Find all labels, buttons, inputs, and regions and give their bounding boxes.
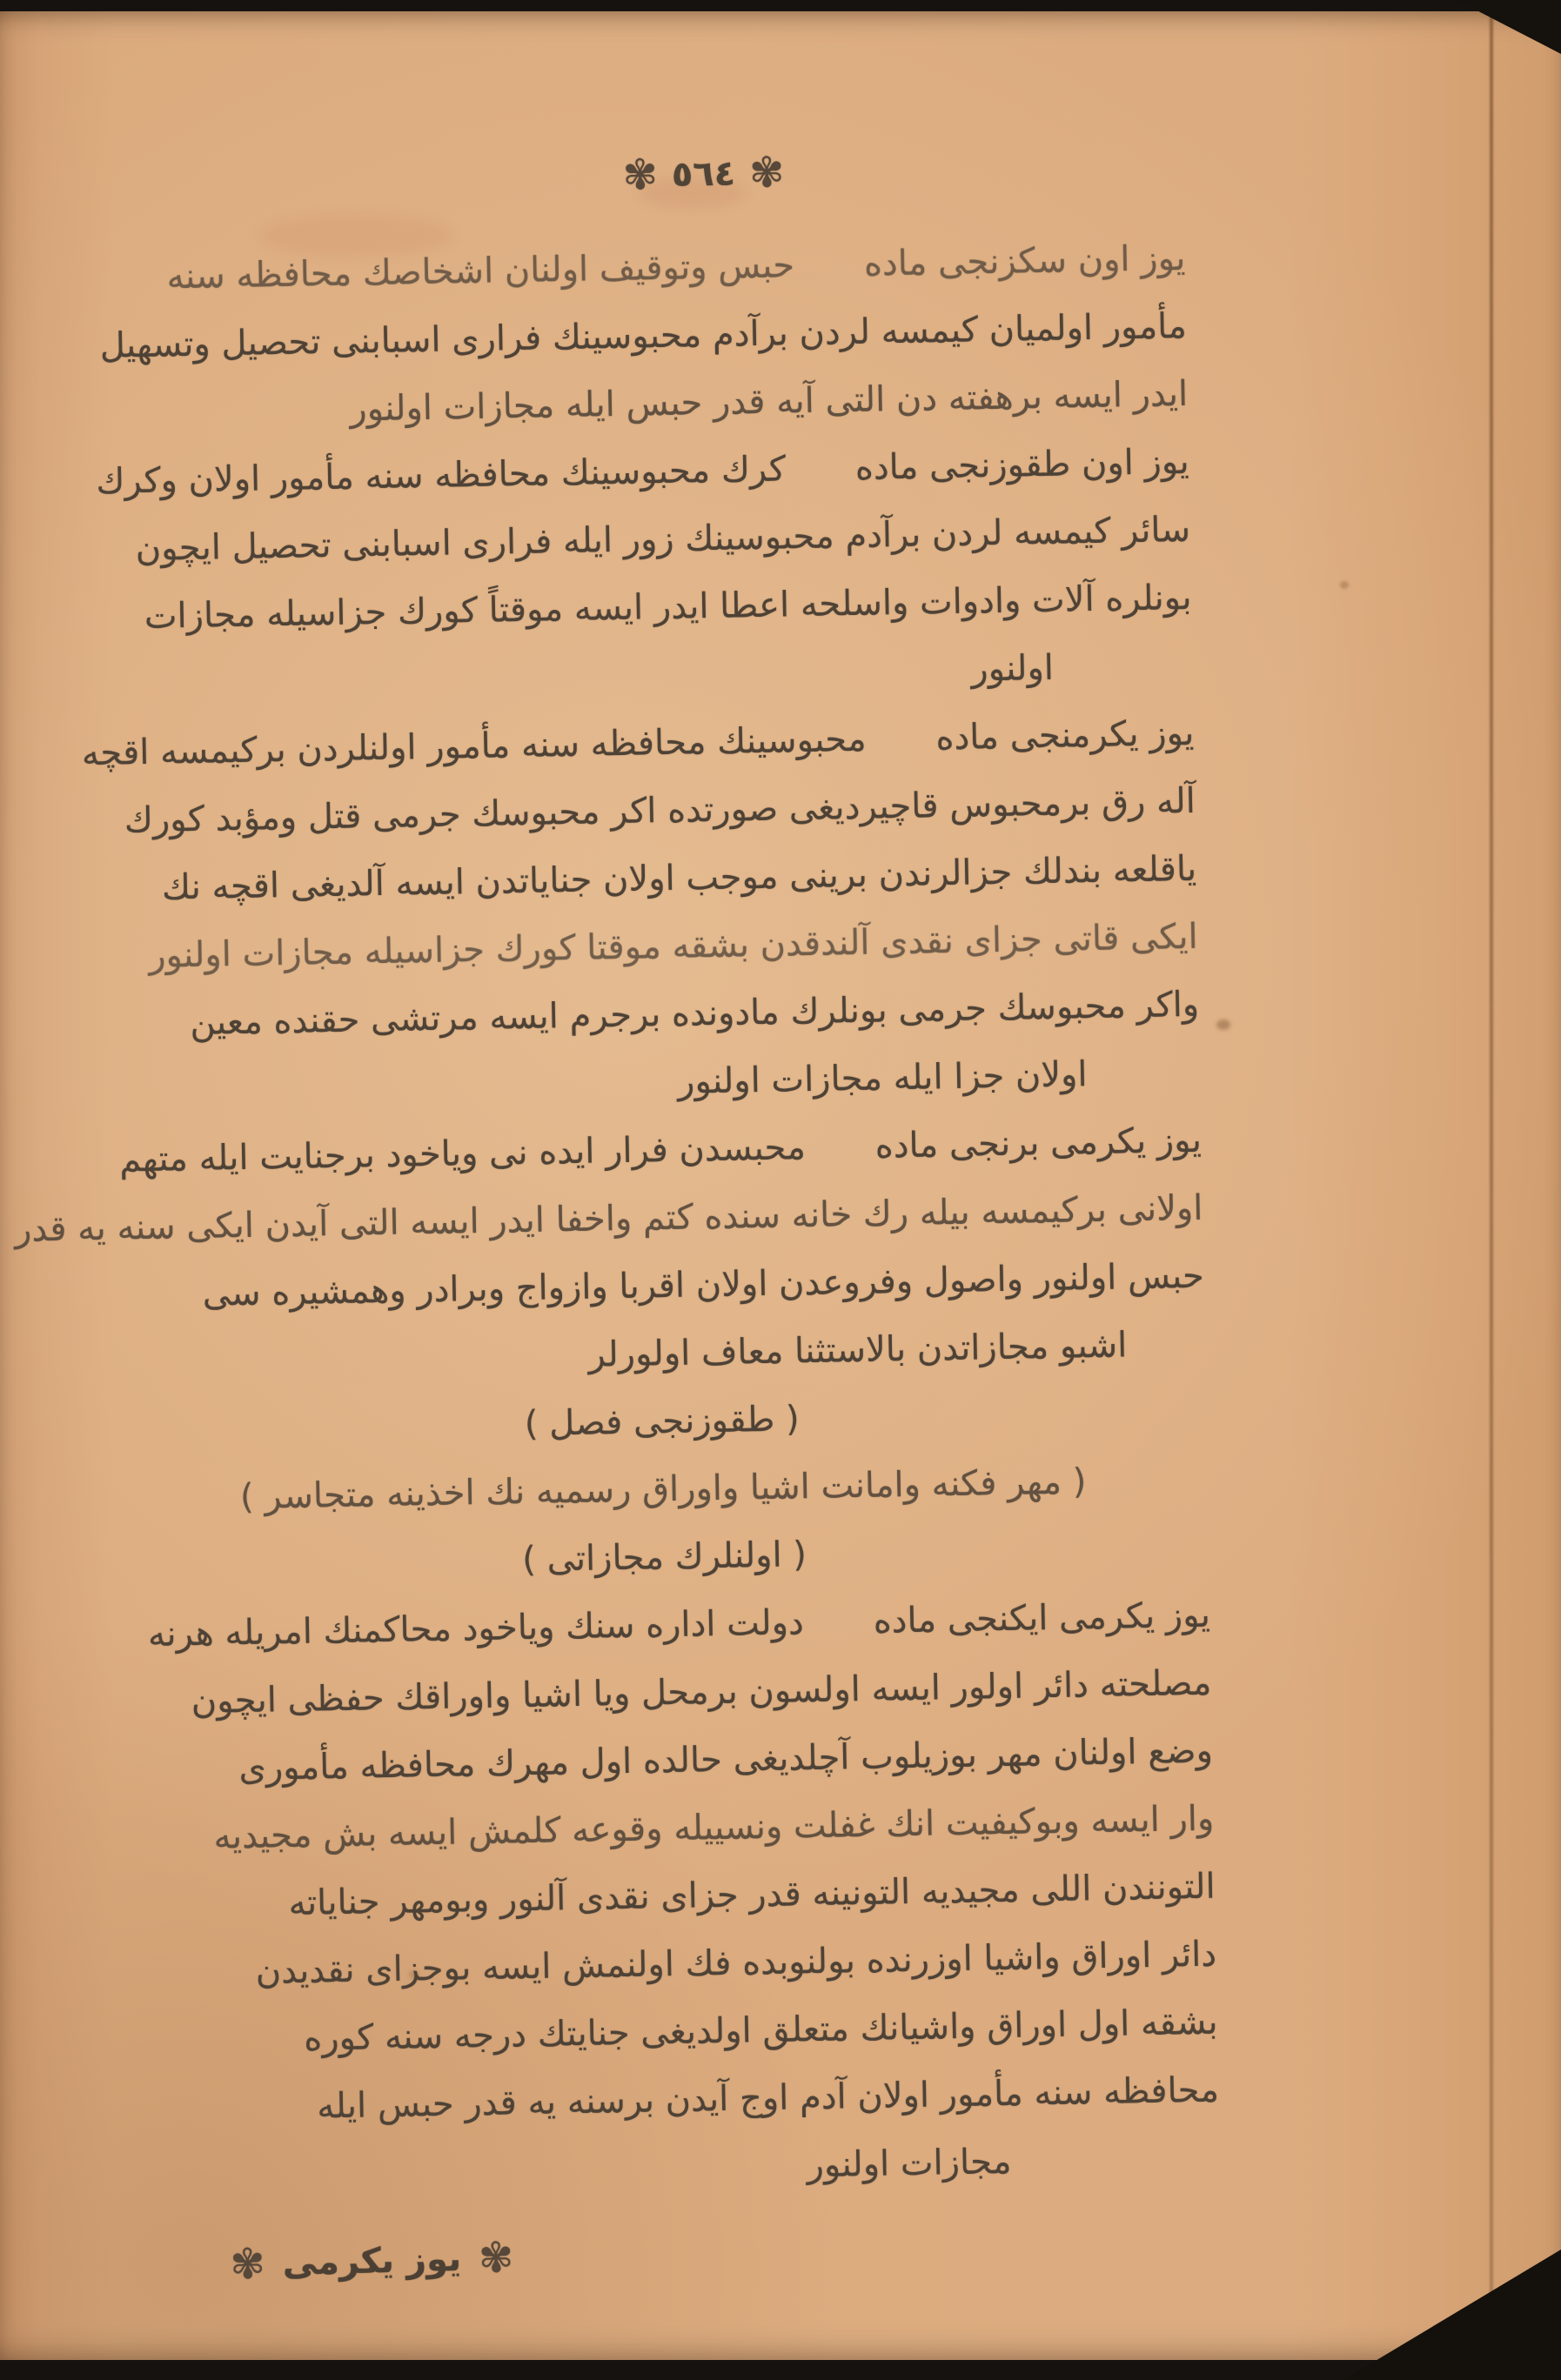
text-line: التونندن اللى مجيديه التونينه قدر جزاى نقدى آلنور وبومهر جناياته xyxy=(288,1866,1216,1924)
catchword-footer xyxy=(229,2233,514,2290)
text-line: بونلره آلات وادوات واسلحه اعطا ايدر ايسه موقتاً كورك جزاسيله مجازات xyxy=(144,577,1192,637)
text-line: وضع اولنان مهر بوزيلوب آچلديغى حالده اول مهرك محافظه مأمورى xyxy=(238,1730,1214,1789)
section-heading: ( طقوزنجى فصل ) xyxy=(524,1399,801,1445)
text-line: سائر كيمسه لردن برآدم محبوسينك زور ايله فرارى اسبابنى تحصيل ايچون xyxy=(135,509,1191,570)
section-heading: ( مهر فكنه وامانت اشيا واوراق رسميه نك اخذينه متجاسر ) xyxy=(239,1461,1087,1518)
text-line: ياقلعه بندلك جزالرندن برينى موجب اولان جناياتدن ايسه آلديغى اقچه نك xyxy=(161,848,1197,908)
text-block xyxy=(14,148,1223,2325)
catchword: يوز يكرمى xyxy=(282,2238,462,2284)
text-line: محافظه سنه مأمور اولان آدم اوج آيدن برسنه يه قدر حبس ايله xyxy=(316,2069,1220,2127)
text-line: وار ايسه وبوكيفيت انك غفلت ونسييله وقوعه كلمش ايسه بش مجيديه xyxy=(213,1798,1215,1857)
fleuron-icon: ✾ xyxy=(229,2239,266,2290)
text-line: يوز يكرمنجى ماده محبوسينك محافظه سنه مأمور اولنلردن بركيمسه اقچه xyxy=(81,712,1195,774)
text-line: يوز يكرمى برنجى ماده محبسدن فرار ايده نى وياخود برجنايت ايله متهم xyxy=(118,1120,1203,1180)
text-line: مصلحته دائر اولور ايسه اولسون برمحل ويا اشيا واوراقك حفظى ايچون xyxy=(191,1662,1212,1722)
text-line: آله رق برمحبوس قاچيرديغى صورتده اكر محبوسك جرمى قتل ومؤبد كورك xyxy=(124,780,1196,841)
text-line: اشبو مجازاتدن بالاستثنا معاف اولورلر xyxy=(588,1325,1128,1375)
text-line: يوز يكرمى ايكنجى ماده دولت اداره سنك وياخود محاكمنك امريله هرنه xyxy=(147,1594,1211,1655)
text-line: بشقه اول اوراق واشيانك متعلق اولديغى جنايتك درجه سنه كوره xyxy=(303,2002,1218,2059)
text-line: يوز اون طقوزنجى ماده كرك محبوسينك محافظه سنه مأمور اولان وكرك xyxy=(96,441,1190,502)
fleuron-icon: ✾ xyxy=(622,150,659,200)
text-line: اولانى بركيمسه بيله رك خانه سنده كتم واخفا ايدر ايسه التى آيدن ايكى سنه يه قدر xyxy=(14,1187,1203,1250)
text-line: ايكى قاتى جزاى نقدى آلندقدن بشقه موقتا كورك جزاسيله مجازات اولنور xyxy=(148,916,1199,976)
page-header xyxy=(581,148,826,200)
fleuron-icon: ✾ xyxy=(478,2233,514,2283)
text-line: ايدر ايسه برهفته دن التى آيه قدر حبس ايله مجازات اولنور xyxy=(349,373,1189,430)
text-line: اولان جزا ايله مجازات اولنور xyxy=(677,1054,1088,1102)
page-edge-band xyxy=(1491,14,1561,2361)
section-heading: ( اولنلرك مجازاتى ) xyxy=(521,1534,807,1581)
fleuron-icon: ✾ xyxy=(748,148,785,198)
text-line: مأمور اولميان كيمسه لردن برآدم محبوسينك فرارى اسبابنى تحصيل وتسهيل xyxy=(99,305,1188,366)
body-text xyxy=(14,224,1221,2212)
text-line: دائر اوراق واشيا اوزرنده بولنوبده فك اولنمش ايسه بوجزاى نقديدن xyxy=(255,1934,1217,1992)
text-line: حبس اولنور واصول وفروعدن اولان اقربا وازواج وبرادر وهمشيره سى xyxy=(202,1255,1205,1314)
text-line: يوز اون سكزنجى ماده حبس وتوقيف اولنان اشخاصك محافظه سنه xyxy=(166,237,1186,298)
text-line: واكر محبوسك جرمى بونلرك مادونده برجرم ايسه مرتشى حقنده معين xyxy=(190,984,1200,1044)
text-line: مجازات اولنور xyxy=(807,2142,1012,2186)
text-line: اولنور xyxy=(970,647,1055,690)
page-number: ٥٦٤ xyxy=(671,153,736,195)
